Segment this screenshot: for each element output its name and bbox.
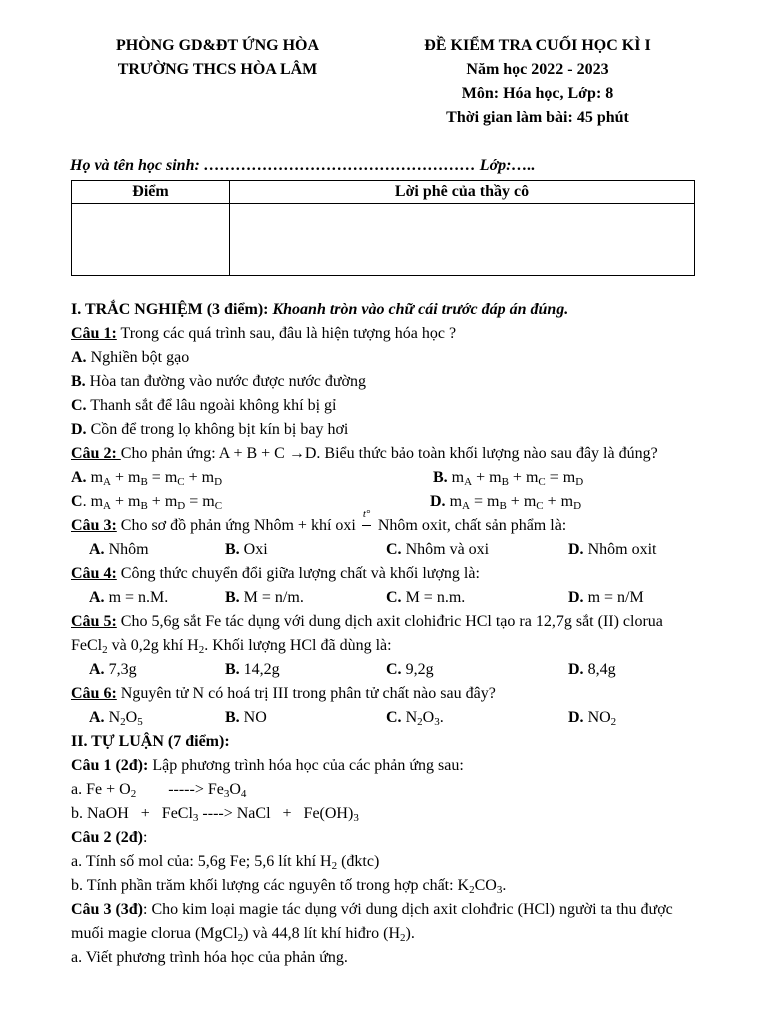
m-symbol: m	[128, 493, 141, 510]
m-symbol: m	[525, 469, 539, 486]
question-1	[71, 322, 751, 346]
question-label: Câu 6:	[71, 685, 117, 702]
question-text: Lập phương trình hóa học của các phản ứng sau:	[148, 757, 464, 774]
question-label: Câu 5:	[71, 613, 117, 630]
option-letter: C.	[386, 541, 402, 558]
question-text: Trong các quá trình sau, đâu là hiện tượng hóa học ?	[116, 325, 457, 342]
m-symbol: m	[562, 469, 576, 486]
q1-option-d	[71, 418, 751, 442]
essay-question-3	[71, 898, 751, 922]
school-year: Năm học 2022 - 2023	[466, 61, 609, 78]
sub: 2	[237, 932, 244, 944]
q3-option-d	[568, 538, 656, 562]
option-letter: A.	[89, 661, 105, 678]
text: muối magie clorua (MgCl	[71, 925, 238, 942]
plus: +	[110, 493, 128, 510]
q2-option-a	[71, 466, 222, 490]
option-letter: A.	[89, 541, 105, 558]
question-text: Công thức chuyển đổi giữa lượng chất và khối lượng là:	[116, 565, 480, 582]
sub: A	[464, 476, 473, 488]
essay-question-3-cont	[71, 922, 751, 946]
part1-title	[71, 298, 751, 322]
formula: FeCl	[71, 637, 103, 654]
q6-option-b	[225, 706, 267, 730]
essay-3a: a. Viết phương trình hóa học của phản ứng.	[71, 949, 348, 966]
option-letter: D.	[568, 709, 584, 726]
school-name: TRƯỜNG THCS HÒA LÂM	[117, 61, 318, 78]
subject-grade: Môn: Hóa học, Lớp: 8	[461, 85, 614, 102]
option-text: 14,2g	[239, 661, 280, 678]
sub: D	[575, 476, 584, 488]
sub: B	[140, 476, 148, 488]
sub: 3	[223, 788, 230, 800]
option-text: 9,2g	[401, 661, 434, 678]
q1-option-c	[71, 394, 751, 418]
q3-option-b	[225, 538, 268, 562]
option-letter: D.	[71, 421, 87, 438]
option-letter: A.	[71, 469, 87, 486]
q5-options	[71, 658, 751, 682]
plus: +	[147, 493, 165, 510]
sub: 2	[469, 884, 475, 896]
question-label: Câu 2 (2đ)	[71, 829, 144, 846]
question-text: : Cho kim loại magie tác dụng với dung dịch axit clohđric (HCl) người ta thu được	[143, 901, 673, 918]
option-letter: C	[71, 493, 83, 510]
sub: A	[103, 500, 111, 512]
sub: 5	[137, 716, 143, 728]
text: (đktc)	[337, 853, 380, 870]
text: ) và 44,8 lít khí hiđro (H	[243, 925, 401, 942]
q5-option-a	[89, 658, 137, 682]
option-text: Cồn để trong lọ không bịt kín bị bay hơi	[86, 421, 349, 438]
option-text: m = n/M	[583, 589, 644, 606]
equals: =	[545, 469, 563, 486]
formula: NO	[583, 709, 611, 726]
exam-duration: Thời gian làm bài: 45 phút	[446, 109, 629, 126]
question-5	[71, 610, 751, 634]
question-text-cont: Nhôm oxit, chất sản phẩm là:	[373, 517, 567, 534]
sub: 2	[400, 932, 406, 944]
sub: B	[501, 476, 509, 488]
plus: +	[184, 469, 202, 486]
option-text: Nhôm và oxi	[401, 541, 490, 558]
teacher-comment-cell	[230, 204, 695, 276]
dot: .	[439, 709, 444, 726]
equals: =	[469, 493, 487, 510]
colon: :	[143, 829, 148, 846]
score-table	[71, 180, 695, 276]
teacher-comment-header: Lời phê của thầy cô	[230, 181, 695, 204]
q3-options	[71, 538, 751, 562]
sub: 2	[198, 644, 205, 656]
text: CO	[474, 877, 497, 894]
q4-option-a	[89, 586, 168, 610]
option-text: Nhôm oxit	[583, 541, 657, 558]
m-symbol: m	[90, 493, 104, 510]
m-symbol: m	[560, 493, 574, 510]
m-symbol: m	[90, 469, 104, 486]
sub: C	[538, 476, 546, 488]
essay-1a	[71, 778, 751, 802]
sub: C	[177, 476, 185, 488]
question-text: Cho sơ đồ phản ứng Nhôm + khí oxi	[116, 517, 360, 534]
plus: +	[543, 493, 561, 510]
option-letter: A.	[89, 709, 105, 726]
sub: 2	[417, 716, 423, 728]
sub: 3	[434, 716, 440, 728]
option-text: m = n.M.	[104, 589, 169, 606]
formula: NO	[239, 709, 267, 726]
question-label: Câu 3 (3đ)	[71, 901, 144, 918]
sub: A	[462, 500, 470, 512]
question-label: Câu 4:	[71, 565, 117, 582]
option-text: 7,3g	[104, 661, 137, 678]
essay-2a	[71, 850, 751, 874]
option-letter: B.	[225, 589, 240, 606]
q6-option-c	[386, 706, 444, 730]
question-text: Cho 5,6g sắt Fe tác dụng với dung dịch axit clohiđric HCl tạo ra 12,7g sắt (II) clorua	[116, 613, 663, 630]
equals: =	[147, 469, 165, 486]
sub: 3	[192, 812, 199, 824]
question-text: Cho phản ứng: A + B + C →D. Biểu thức bảo toàn khối lượng nào sau đây là đúng?	[120, 445, 658, 462]
sub: B	[499, 500, 507, 512]
q1-option-a	[71, 346, 751, 370]
option-text: Nghiền bột gạo	[86, 349, 190, 366]
plus: +	[508, 469, 526, 486]
question-2	[71, 442, 751, 466]
option-text: Thanh sắt để lâu ngoài không khí bị gỉ	[86, 397, 337, 414]
text: .	[502, 877, 507, 894]
plus: +	[110, 469, 128, 486]
option-text: Oxi	[239, 541, 268, 558]
q5-option-c	[386, 658, 434, 682]
exam-content	[71, 298, 751, 970]
sub: 2	[102, 644, 108, 656]
q4-option-d	[568, 586, 644, 610]
question-label: Câu 1 (2đ):	[71, 757, 149, 774]
student-name-line: Họ và tên học sinh: …………………………………………… Lớp:…..	[70, 157, 536, 174]
q4-option-b	[225, 586, 304, 610]
temperature-condition: t°	[362, 508, 371, 520]
sub: D	[214, 476, 223, 488]
m-symbol: m	[451, 469, 465, 486]
option-letter: D.	[568, 589, 584, 606]
score-header: Điểm	[72, 181, 230, 204]
essay-1b	[71, 802, 751, 826]
text: và 0,2g khí H	[107, 637, 199, 654]
sub: 3	[353, 812, 359, 824]
sub: B	[140, 500, 148, 512]
sub: 3	[496, 884, 503, 896]
part1-instruction: Khoanh tròn vào chữ cái trước đáp án đúng.	[272, 301, 569, 318]
question-label: Câu 1:	[71, 325, 117, 342]
q5-option-d	[568, 658, 616, 682]
sub: D	[177, 500, 186, 512]
question-4	[71, 562, 751, 586]
q4-option-c	[386, 586, 465, 610]
option-letter: C.	[386, 709, 402, 726]
equation: b. NaOH + FeCl	[71, 805, 193, 822]
option-letter: C.	[386, 589, 402, 606]
question-text: Nguyên tử N có hoá trị III trong phân tử chất nào sau đây?	[116, 685, 496, 702]
q3-option-a	[89, 538, 149, 562]
q6-option-d	[568, 706, 616, 730]
option-letter: C.	[71, 397, 87, 414]
reaction-arrow-heat	[360, 508, 374, 532]
option-letter: B.	[225, 541, 240, 558]
exam-title: ĐỀ KIỂM TRA CUỐI HỌC KÌ I	[424, 37, 651, 54]
m-symbol: m	[201, 469, 215, 486]
formula: N	[104, 709, 121, 726]
plus: +	[472, 469, 490, 486]
q2-option-d	[430, 490, 581, 514]
part1-heading: I. TRẮC NGHIỆM (3 điểm):	[71, 301, 273, 318]
sub: 2	[610, 716, 617, 728]
equation: -----> Fe	[136, 781, 224, 798]
option-letter: A.	[71, 349, 87, 366]
sub: 4	[240, 788, 247, 800]
q6-option-a	[89, 706, 143, 730]
equation: a. Fe + O	[71, 781, 131, 798]
option-text: Nhôm	[104, 541, 149, 558]
text: ).	[405, 925, 415, 942]
part2-title: II. TỰ LUẬN (7 điểm):	[71, 733, 230, 750]
option-letter: B.	[433, 469, 448, 486]
formula: O	[422, 709, 435, 726]
option-letter: B.	[225, 661, 240, 678]
m-symbol: m	[449, 493, 463, 510]
score-cell	[72, 204, 230, 276]
option-letter: D.	[430, 493, 446, 510]
exam-header	[390, 34, 685, 130]
q2-options-row-2	[71, 490, 751, 514]
sub: 2	[120, 716, 126, 728]
text: b. Tính phần trăm khối lượng các nguyên tố trong hợp chất: K	[71, 877, 470, 894]
text: a. Tính số mol của: 5,6g Fe; 5,6 lít khí H	[71, 853, 332, 870]
q2-options-row-1	[71, 466, 751, 490]
sub: 2	[331, 860, 338, 872]
question-6	[71, 682, 751, 706]
formula: N	[401, 709, 418, 726]
department-name: PHÒNG GD&ĐT ỨNG HÒA	[115, 37, 320, 54]
question-3	[71, 508, 751, 538]
m-symbol: m	[164, 493, 178, 510]
option-text: M = n.m.	[401, 589, 466, 606]
m-symbol: m	[489, 469, 502, 486]
m-symbol: m	[164, 469, 178, 486]
question-5-cont	[71, 634, 751, 658]
m-symbol: m	[128, 469, 141, 486]
school-header	[70, 34, 365, 82]
sub: C	[536, 500, 544, 512]
m-symbol: m	[487, 493, 500, 510]
q1-option-b	[71, 370, 751, 394]
m-symbol: m	[523, 493, 537, 510]
q4-options	[71, 586, 751, 610]
option-letter: C.	[386, 661, 402, 678]
equation: O	[229, 781, 241, 798]
dot: .	[82, 493, 91, 510]
option-text: Hòa tan đường vào nước được nước đường	[85, 373, 366, 390]
option-letter: D.	[568, 661, 584, 678]
equals: =	[185, 493, 203, 510]
m-symbol: m	[202, 493, 215, 510]
sub: 2	[130, 788, 137, 800]
option-text: M = n/m.	[239, 589, 304, 606]
sub: A	[103, 476, 111, 488]
q2-option-b	[433, 466, 583, 490]
option-letter: D.	[568, 541, 584, 558]
formula: O	[125, 709, 138, 726]
q3-option-c	[386, 538, 489, 562]
equation: ----> NaCl + Fe(OH)	[198, 805, 354, 822]
essay-2b	[71, 874, 751, 898]
q5-option-b	[225, 658, 280, 682]
sub: D	[573, 500, 582, 512]
q6-options	[71, 706, 751, 730]
plus: +	[506, 493, 524, 510]
question-label: Câu 2:	[71, 445, 121, 462]
essay-question-2	[71, 826, 751, 850]
sub: C	[214, 500, 223, 512]
text: . Khối lượng HCl đã dùng là:	[204, 637, 392, 654]
option-letter: B.	[225, 709, 240, 726]
question-label: Câu 3:	[71, 517, 117, 534]
essay-question-1	[71, 754, 751, 778]
q2-option-c	[71, 490, 222, 514]
option-letter: B.	[71, 373, 86, 390]
option-text: 8,4g	[583, 661, 616, 678]
option-letter: A.	[89, 589, 105, 606]
